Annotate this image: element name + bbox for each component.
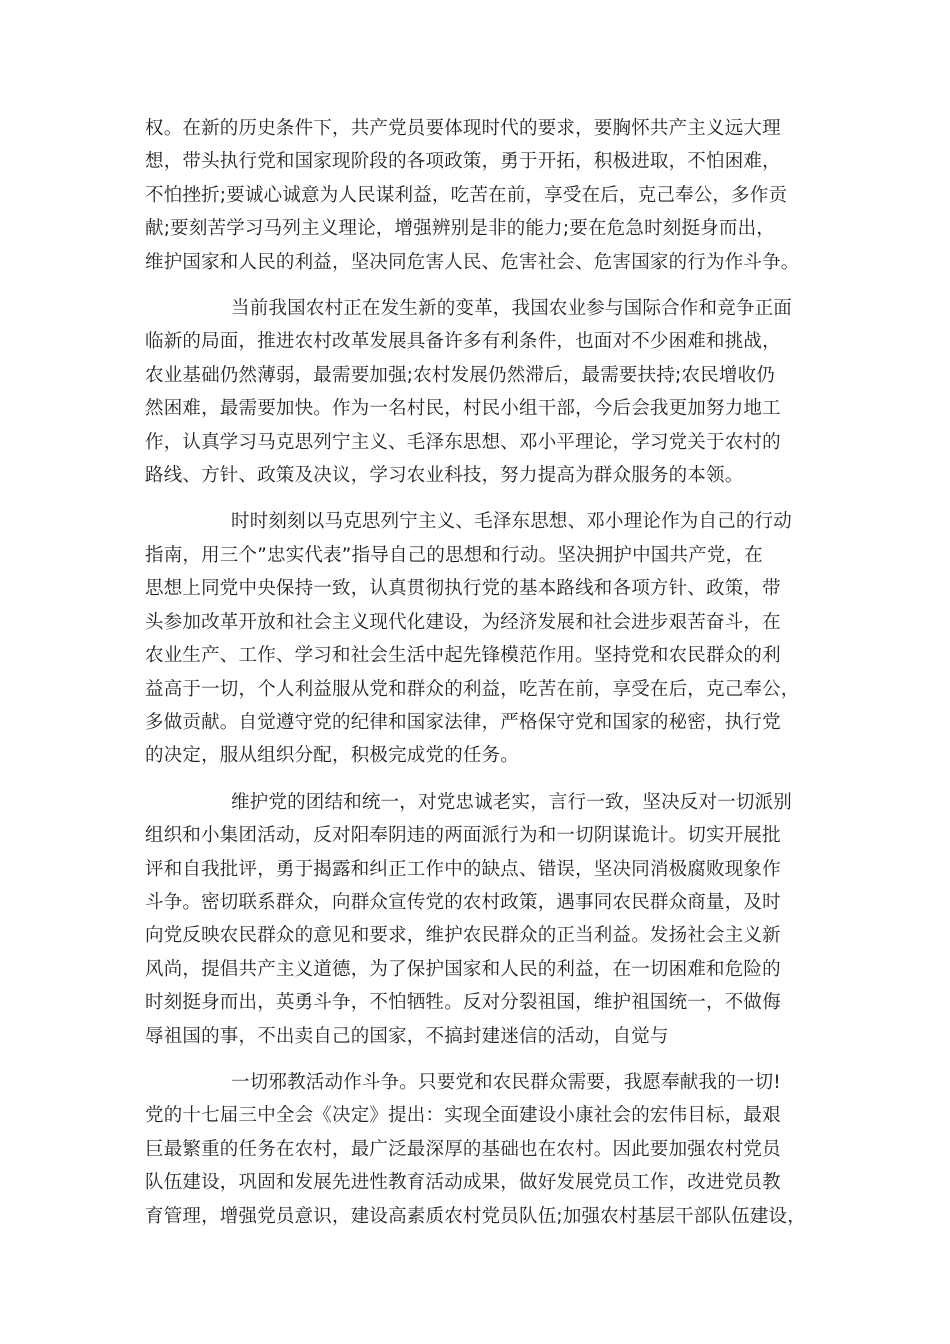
paragraph-gap (145, 1053, 825, 1066)
text-line: 巨最繁重的任务在农村，最广泛最深厚的基础也在农村。因此要加强农村党员 (145, 1138, 781, 1160)
text-line: 时时刻刻以马克思列宁主义、毛泽东思想、邓小理论作为自己的行动 (231, 511, 793, 533)
paragraph-gap (145, 773, 825, 786)
text-line: 辱祖国的事，不出卖自己的国家，不搞封建迷信的活动，自觉与 (145, 1025, 669, 1047)
text-line: 然困难，最需要加快。作为一名村民，村民小组干部，今后会我更加努力地工 (145, 398, 781, 420)
text-line: 的决定，服从组织分配，积极完成党的任务。 (145, 745, 520, 767)
paragraph-3 (145, 505, 825, 772)
text-line: 组织和小集团活动，反对阳奉阴违的两面派行为和一切阴谋诡计。切实开展批 (145, 825, 781, 847)
text-line: 时刻挺身而出，英勇斗争，不怕牺牲。反对分裂祖国，维护祖国统一，不做侮 (145, 992, 781, 1014)
document-page (145, 112, 825, 1233)
paragraph-2 (145, 292, 825, 492)
text-line: 当前我国农村正在发生新的变革，我国农业参与国际合作和竞争正面 (231, 298, 793, 320)
text-line: 向党反映农民群众的意见和要求，维护农民群众的正当利益。发扬社会主义新 (145, 925, 781, 947)
text-line: 农业生产、工作、学习和社会生活中起先锋模范作用。坚持党和农民群众的利 (145, 645, 781, 667)
text-line: 风尚，提倡共产主义道德，为了保护国家和人民的利益，在一切困难和危险的 (145, 958, 781, 980)
text-line: 益高于一切，个人利益服从党和群众的利益，吃苦在前，享受在后，克己奉公， (145, 678, 800, 700)
text-line: 权。在新的历史条件下，共产党员要体现时代的要求，要胸怀共产主义远大理 (145, 118, 781, 139)
text-line: 思想上同党中央保持一致，认真贯彻执行党的基本路线和各项方针、政策，带 (145, 578, 781, 600)
paragraph-gap (145, 492, 825, 505)
text-line: 指南，用三个”忠实代表”指导自己的思想和行动。坚决拥护中国共产党，在 (145, 544, 763, 566)
text-line: 维护国家和人民的利益，坚决同危害人民、危害社会、危害国家的行为作斗争。 (145, 251, 800, 273)
paragraph-1 (145, 112, 825, 279)
text-line: 一切邪教活动作斗争。只要党和农民群众需要，我愿奉献我的一切! (231, 1071, 781, 1093)
text-line: 党的十七届三中全会《决定》提出：实现全面建设小康社会的宏伟目标，最艰 (145, 1105, 781, 1127)
text-line: 临新的局面，推进农村改革发展具备许多有利条件，也面对不少困难和挑战， (145, 331, 781, 353)
text-line: 头参加改革开放和社会主义现代化建设，为经济发展和社会进步艰苦奋斗，在 (145, 611, 781, 633)
text-line: 想，带头执行党和国家现阶段的各项政策，勇于开拓，积极进取，不怕困难， (145, 151, 781, 173)
text-line: 维护党的团结和统一，对党忠诚老实，言行一致，坚决反对一切派别 (231, 791, 793, 813)
text-line: 不怕挫折;要诚心诚意为人民谋利益，吃苦在前，享受在后，克己奉公，多作贡 (145, 184, 788, 206)
text-line: 育管理，增强党员意识，建设高素质农村党员队伍;加强农村基层干部队伍建设， (145, 1205, 806, 1227)
text-line: 多做贡献。自觉遵守党的纪律和国家法律，严格保守党和国家的秘密，执行党 (145, 711, 781, 733)
paragraph-4 (145, 786, 825, 1053)
text-line: 评和自我批评，勇于揭露和纠正工作中的缺点、错误，坚决同消极腐败现象作 (145, 858, 781, 880)
text-line: 献;要刻苦学习马列主义理论，增强辨别是非的能力;要在危急时刻挺身而出， (145, 218, 775, 240)
text-line: 路线、方针、政策及决议，学习农业科技，努力提高为群众服务的本领。 (145, 465, 744, 487)
paragraph-5 (145, 1066, 825, 1233)
paragraph-gap (145, 279, 825, 292)
text-line: 农业基础仍然薄弱，最需要加强;农村发展仍然滞后，最需要扶持;农民增收仍 (145, 364, 775, 386)
text-line: 队伍建设，巩固和发展先进性教育活动成果，做好发展党员工作，改进党员教 (145, 1172, 781, 1194)
text-line: 斗争。密切联系群众，向群众宣传党的农村政策，遇事同农民群众商量，及时 (145, 891, 781, 913)
text-line: 作，认真学习马克思列宁主义、毛泽东思想、邓小平理论，学习党关于农村的 (145, 431, 781, 453)
